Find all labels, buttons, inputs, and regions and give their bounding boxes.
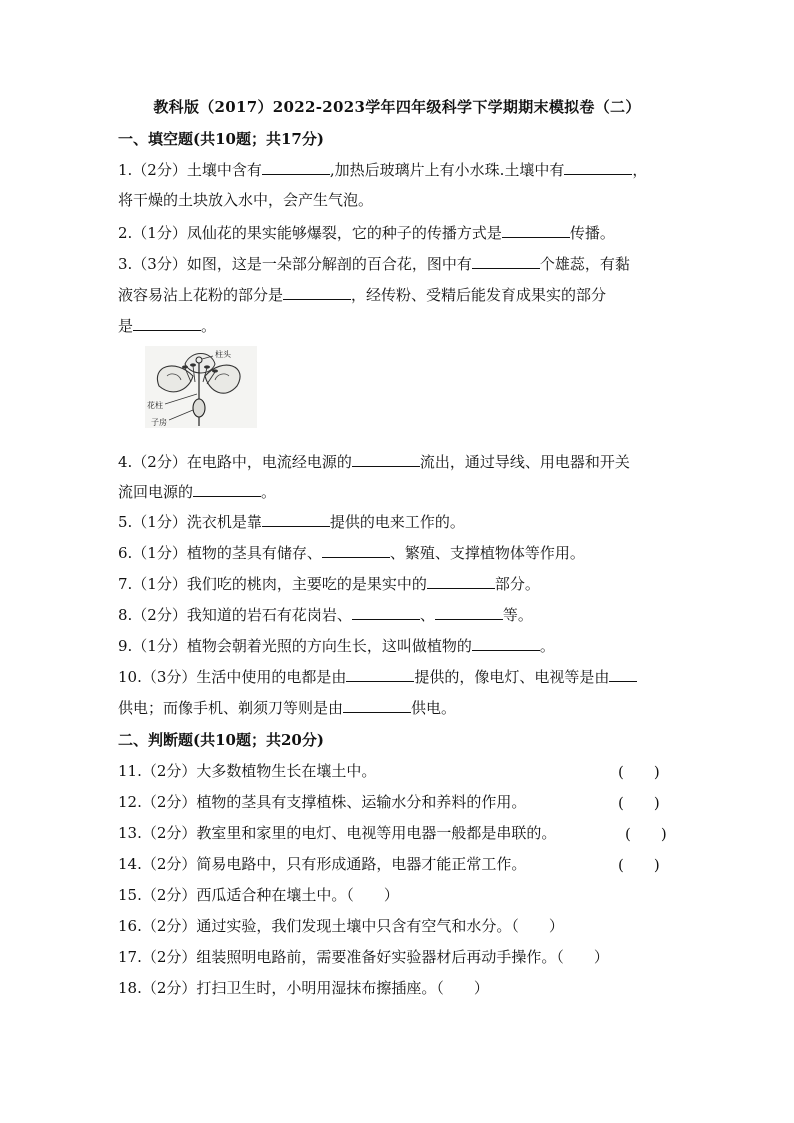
- answer-blank[interactable]: [343, 697, 411, 713]
- answer-blank[interactable]: [609, 666, 637, 682]
- question-3-line-1: 3.（3分）如图，这是一朵部分解剖的百合花，图中有 个雄蕊，有黏: [118, 255, 630, 273]
- answer-blank[interactable]: [472, 253, 540, 269]
- question-4-line-1: 4.（2分）在电路中，电流经电源的 流出，通过导线、用电器和开关: [118, 453, 630, 471]
- label-stigma: 柱头: [215, 350, 231, 359]
- question-5: 5.（1分）洗衣机是靠 提供的电来工作的。: [118, 513, 465, 531]
- answer-blank[interactable]: [133, 315, 201, 331]
- question-6: 6.（1分）植物的茎具有储存、 、繁殖、支撑植物体等作用。: [118, 544, 585, 562]
- question-15: 15.（2分）西瓜适合种在壤土中。（ ）: [118, 886, 399, 904]
- answer-blank[interactable]: [262, 511, 330, 527]
- answer-parentheses[interactable]: ( ): [618, 794, 660, 812]
- answer-blank[interactable]: [352, 604, 420, 620]
- question-16: 16.（2分）通过实验，我们发现土壤中只含有空气和水分。（ ）: [118, 917, 564, 935]
- question-3-line-2: 液容易沾上花粉的部分是 ，经传粉、受精后能发育成果实的部分: [118, 286, 607, 304]
- answer-blank[interactable]: [322, 542, 390, 558]
- question-1-line-1: 1.（2分）土壤中含有 ,加热后玻璃片上有小水珠.土壤中有 ，: [118, 161, 648, 179]
- answer-blank[interactable]: [472, 635, 540, 651]
- answer-blank[interactable]: [346, 666, 414, 682]
- question-12: 12.（2分）植物的茎具有支撑植株、运输水分和养料的作用。: [118, 793, 527, 811]
- question-4-line-2: 流回电源的 。: [118, 483, 277, 501]
- section-judge-heading: 二、判断题(共10题；共20分): [118, 731, 324, 749]
- answer-blank[interactable]: [502, 222, 570, 238]
- question-18: 18.（2分）打扫卫生时，小明用湿抹布擦插座。（ ）: [118, 979, 489, 997]
- lily-flower-diagram: [145, 346, 257, 428]
- answer-blank[interactable]: [435, 604, 503, 620]
- answer-blank[interactable]: [193, 481, 261, 497]
- answer-blank[interactable]: [352, 451, 420, 467]
- question-7: 7.（1分）我们吃的桃肉，主要吃的是果实中的 部分。: [118, 575, 540, 593]
- question-9: 9.（1分）植物会朝着光照的方向生长，这叫做植物的 。: [118, 637, 555, 655]
- answer-parentheses[interactable]: ( ): [618, 763, 660, 781]
- ovary: [193, 399, 205, 417]
- answer-blank[interactable]: [262, 159, 330, 175]
- answer-parentheses[interactable]: ( ): [618, 856, 660, 874]
- label-ovary: 子房: [151, 418, 167, 427]
- answer-parentheses[interactable]: ( ): [625, 825, 667, 843]
- question-17: 17.（2分）组装照明电路前，需要准备好实验器材后再动手操作。（ ）: [118, 948, 609, 966]
- section-fill-heading: 一、填空题(共10题；共17分): [118, 130, 324, 148]
- question-10-line-2: 供电；而像手机、剃须刀等则是由 供电。: [118, 699, 457, 717]
- answer-blank[interactable]: [283, 284, 351, 300]
- question-11: 11.（2分）大多数植物生长在壤土中。: [118, 762, 377, 780]
- page-title: 教科版（2017）2022-2023学年四年级科学下学期期末模拟卷（二）: [153, 98, 641, 116]
- question-1-line-2: 将干燥的土块放入水中，会产生气泡。: [118, 191, 374, 209]
- question-3-line-3: 是 。: [118, 317, 217, 335]
- question-10-line-1: 10.（3分）生活中使用的电都是由 提供的，像电灯、电视等是由: [118, 666, 637, 687]
- question-2: 2.（1分）凤仙花的果实能够爆裂，它的种子的传播方式是 传播。: [118, 224, 615, 242]
- question-13: 13.（2分）教室里和家里的电灯、电视等用电器一般都是串联的。: [118, 824, 557, 842]
- label-style: 花柱: [147, 401, 163, 410]
- question-14: 14.（2分）简易电路中，只有形成通路，电器才能正常工作。: [118, 855, 527, 873]
- answer-blank[interactable]: [564, 159, 632, 175]
- answer-blank[interactable]: [427, 573, 495, 589]
- question-8: 8.（2分）我知道的岩石有花岗岩、 、 等。: [118, 606, 533, 624]
